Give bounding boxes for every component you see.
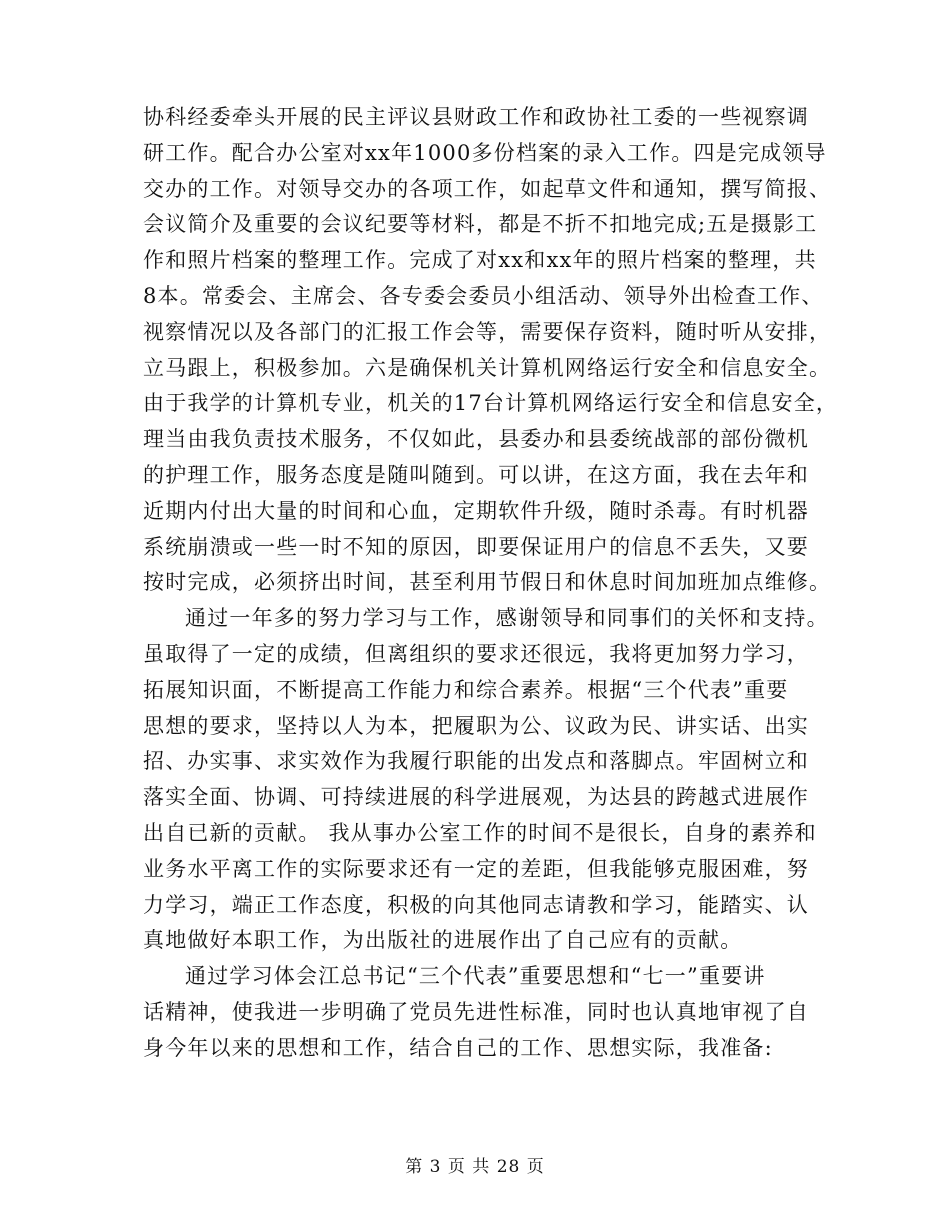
page-number-label: 第 3 页 共 28 页 xyxy=(405,1157,545,1177)
text-line: 虽取得了一定的成绩，但离组织的要求还很远，我将更加努力学习， xyxy=(143,641,809,666)
text-line: 出自已新的贡献。 我从事办公室工作的时间不是很长，自身的素养和 xyxy=(143,820,817,845)
text-line: 近期内付出大量的时间和心血，定期软件升级，随时杀毒。有时机器 xyxy=(143,498,809,523)
text-line: 研工作。配合办公室对xx年1000多份档案的录入工作。四是完成领导 xyxy=(143,140,827,165)
text-line: 思想的要求，坚持以人为本，把履职为公、议政为民、讲实话、出实 xyxy=(143,713,809,738)
text-line: 真地做好本职工作，为出版社的进展作出了自己应有的贡献。 xyxy=(143,928,743,953)
text-line: 协科经委牵头开展的民主评议县财政工作和政协社工委的一些视察调 xyxy=(143,105,809,129)
text-line: 的护理工作，服务态度是随叫随到。可以讲，在这方面，我在去年和 xyxy=(143,462,809,487)
text-line: 8本。常委会、主席会、各专委会委员小组活动、领导外出检查工作、 xyxy=(143,283,824,308)
text-line: 系统崩溃或一些一时不知的原因，即要保证用户的信息不丢失，又要 xyxy=(143,534,809,559)
text-line: 由于我学的计算机专业，机关的17台计算机网络运行安全和信息安全， xyxy=(143,391,839,416)
text-line: 落实全面、协调、可持续进展的科学进展观，为达县的跨越式进展作 xyxy=(143,785,809,810)
text-line: 话精神，使我进一步明确了党员先进性标准，同时也认真地审视了自 xyxy=(143,999,809,1024)
text-line: 拓展知识面，不断提高工作能力和综合素养。根据“三个代表”重要 xyxy=(143,677,789,702)
text-line: 业务水平离工作的实际要求还有一定的差距，但我能够克服困难，努 xyxy=(143,856,809,881)
text-line: 按时完成，必须挤出时间，甚至利用节假日和休息时间加班加点维修。 xyxy=(143,570,832,595)
body-text xyxy=(143,100,839,1067)
text-line: 交办的工作。对领导交办的各项工作，如起草文件和通知，撰写简报、 xyxy=(143,176,832,201)
text-line: 力学习，端正工作态度，积极的向其他同志请教和学习，能踏实、认 xyxy=(143,892,809,917)
text-line: 理当由我负责技术服务，不仅如此，县委办和县委统战部的部份微机 xyxy=(143,427,809,452)
text-line: 身今年以来的思想和工作，结合自己的工作、思想实际，我准备: xyxy=(143,1035,773,1060)
text-line: 招、办实事、求实效作为我履行职能的出发点和落脚点。牢固树立和 xyxy=(143,749,809,774)
text-line: 立马跟上，积极参加。六是确保机关计算机网络运行安全和信息安全。 xyxy=(143,355,832,380)
paragraph-first-line: 通过一年多的努力学习与工作，感谢领导和同事们的关怀和支持。 xyxy=(185,606,829,631)
paragraph-first-line: 通过学习体会江总书记“三个代表”重要思想和“七一”重要讲 xyxy=(185,964,766,989)
page-footer xyxy=(0,1152,950,1177)
text-line: 视察情况以及各部门的汇报工作会等，需要保存资料，随时听从安排， xyxy=(143,319,832,344)
text-line: 作和照片档案的整理工作。完成了对xx和xx年的照片档案的整理，共 xyxy=(143,248,817,273)
text-line: 会议简介及重要的会议纪要等材料，都是不折不扣地完成;五是摄影工 xyxy=(143,212,818,237)
